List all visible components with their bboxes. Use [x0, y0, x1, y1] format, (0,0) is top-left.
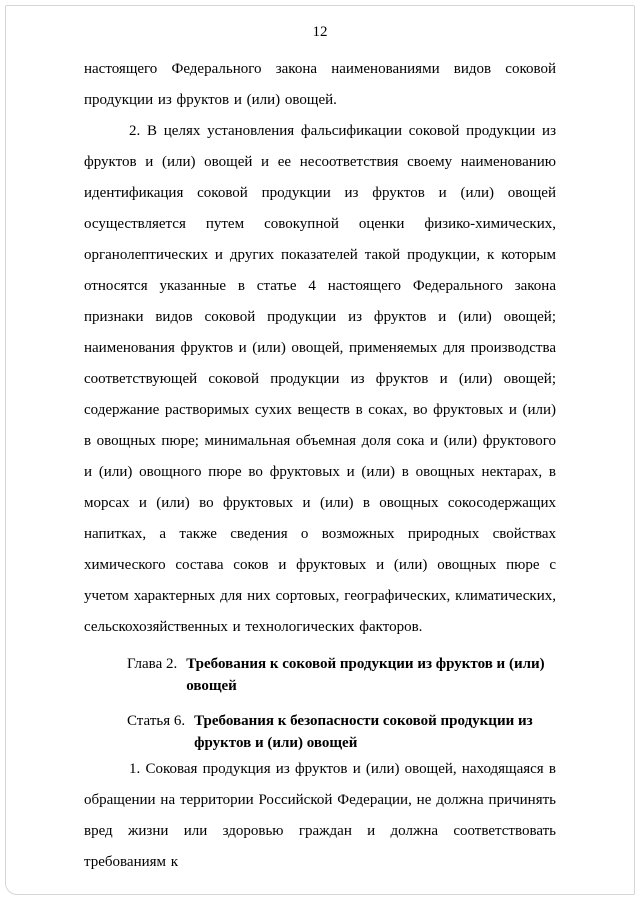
article-heading	[127, 710, 556, 754]
chapter-heading	[127, 653, 556, 697]
article-title: Требования к безопасности соковой продукции из фруктов и (или) овощей	[194, 713, 533, 751]
page-number: 12	[312, 24, 328, 40]
chapter-title: Требования к соковой продукции из фруктов и (или) овощей	[186, 656, 545, 694]
article-label: Статья 6.	[127, 713, 186, 729]
chapter-label: Глава 2.	[127, 656, 178, 672]
paragraph-clause-1-article-6: 1. Соковая продукция из фруктов и (или) овощей, находящаяся в обращении на территории Российской Федерации, не должна причинять вред жизни или здоровью граждан и должна соответствовать требованиям к	[84, 761, 556, 870]
paragraph-clause-2: 2. В целях установления фальсификации соковой продукции из фруктов и (или) овощей и ее несоответствия своему наименованию идентификация соковой продукции из фруктов и (или) овощей осуществляется путем совокупной оценки физико-химических, органолептических и других показателей такой продукции, к которым относятся указанные в статье 4 настоящего Федерального закона признаки видов соковой продукции из фруктов и (или) овощей; наименования фруктов и (или) овощей, применяемых для производства соответствующей соковой продукции из фруктов и (или) овощей; содержание растворимых сухих веществ в соках, во фруктовых и (или) в овощных пюре; минимальная объемная доля сока и (или) фруктового и (или) овощного пюре во фруктовых и (или) в овощных нектарах, в морсах и (или) во фруктовых и (или) в овощных сокосодержащих напитках, а также сведения о возможных природных свойствах химического состава соков и фруктовых и (или) овощных пюре с учетом характерных для них сортовых, географических, климатических, сельскохозяйственных и технологических факторов.	[84, 123, 556, 635]
paragraph-continuation: настоящего Федерального закона наименованиями видов соковой продукции из фруктов и (или) овощей.	[84, 61, 556, 108]
